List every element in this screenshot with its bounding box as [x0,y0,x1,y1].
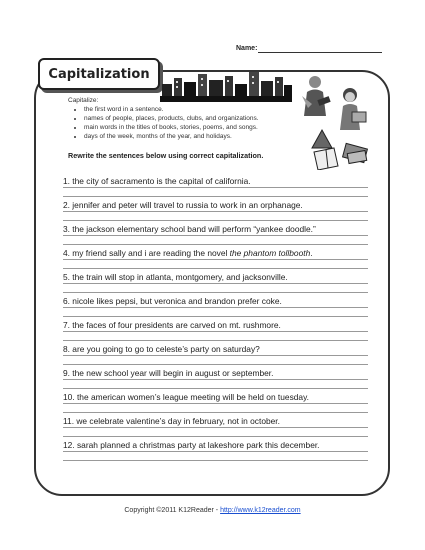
capitalization-rules [68,96,259,141]
sentence-7: 7. the faces of four presidents are carved on mt. rushmore. [63,320,368,332]
instruction-text: Rewrite the sentences below using correct capitalization. [68,151,264,160]
novel-title: the phantom tollbooth [229,248,311,258]
answer-line-9[interactable] [63,388,368,389]
rule-item: • names of people, places, products, clubs, and organizations. [84,114,259,123]
worksheet-title: Capitalization [38,58,160,90]
answer-line-11[interactable] [63,436,368,437]
answer-line-4[interactable] [63,268,368,269]
footer [0,507,425,514]
rule-item: • main words in the titles of books, stories, poems, and songs. [84,123,259,132]
sentence-4-end: . [310,248,313,258]
sentence-1: 1. the city of sacramento is the capital of california. [63,176,368,188]
girl-reading-clipart [336,86,368,130]
answer-line-2[interactable] [63,220,368,221]
musician-clipart [298,74,332,116]
answer-line-5[interactable] [63,292,368,293]
sentence-6: 6. nicole likes pepsi, but veronica and brandon prefer coke. [63,296,368,308]
answer-line-1[interactable] [63,196,368,197]
website-link[interactable]: http://www.k12reader.com [220,507,301,514]
sentence-12: 12. sarah planned a christmas party at lakeshore park this december. [63,440,368,452]
sentence-5: 5. the train will stop in atlanta, montgomery, and jacksonville. [63,272,368,284]
sentence-11: 11. we celebrate valentine’s day in february, not in october. [63,416,368,428]
sentence-3: 3. the jackson elementary school band will perform “yankee doodle.” [63,224,368,236]
sentence-9: 9. the new school year will begin in august or september. [63,368,368,380]
answer-line-3[interactable] [63,244,368,245]
sentence-2: 2. jennifer and peter will travel to russia to work in an orphanage. [63,200,368,212]
sentence-4 [63,248,368,260]
books-clipart [310,128,370,170]
answer-line-7[interactable] [63,340,368,341]
rule-item: • the first word in a sentence. [84,105,259,114]
rules-intro: Capitalize: [68,97,99,104]
sentence-10: 10. the american women’s league meeting will be held on tuesday. [63,392,368,404]
answer-line-8[interactable] [63,364,368,365]
copyright-text: Copyright ©2011 K12Reader - [124,507,221,514]
rules-list [68,105,259,141]
answer-line-12[interactable] [63,460,368,461]
answer-line-6[interactable] [63,316,368,317]
name-blank-line[interactable] [258,52,382,53]
sentence-4-text: 4. my friend sally and i are reading the novel [63,248,230,258]
answer-line-10[interactable] [63,412,368,413]
name-label: Name: [236,45,258,52]
sentence-8: 8. are you going to go to celeste’s party on saturday? [63,344,368,356]
rule-item: • days of the week, months of the year, and holidays. [84,132,259,141]
